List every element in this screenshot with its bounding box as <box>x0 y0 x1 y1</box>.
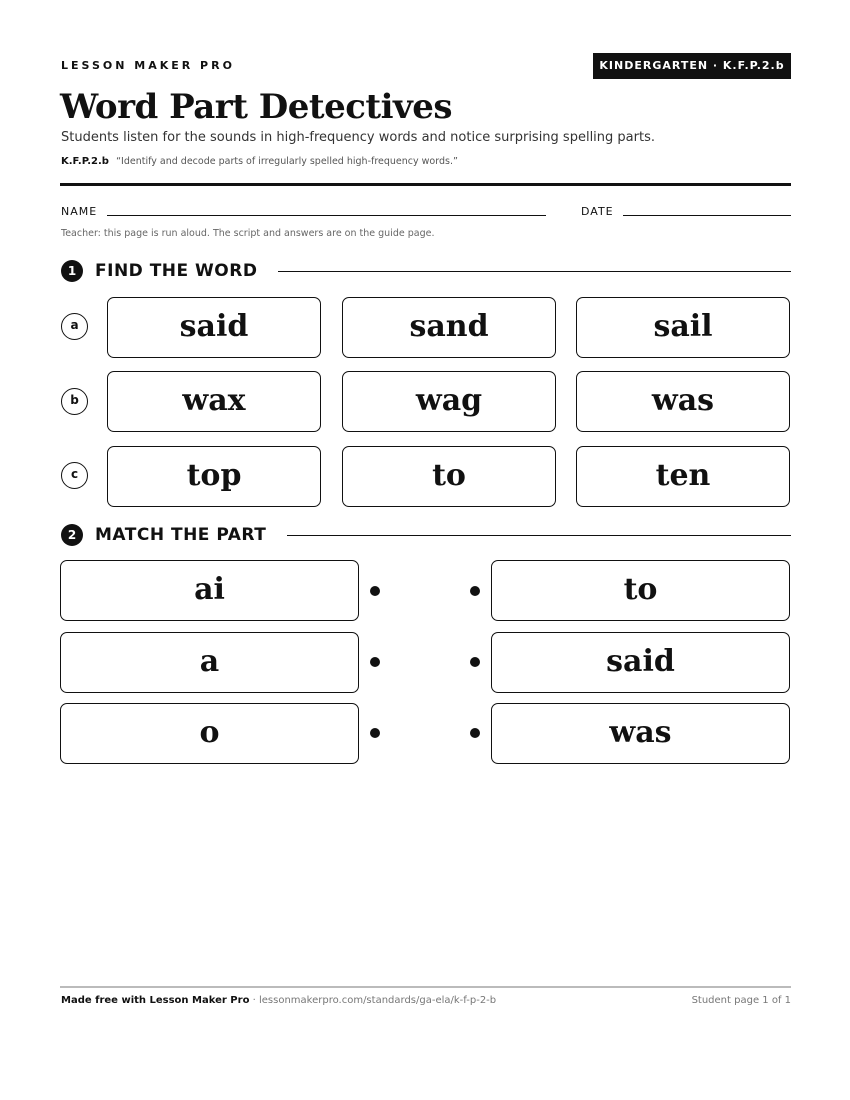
match-dot-left[interactable] <box>370 728 380 738</box>
match-dot-right[interactable] <box>470 728 480 738</box>
date-label: DATE <box>581 205 614 218</box>
word-option[interactable]: was <box>576 371 790 432</box>
page-title: Word Part Detectives <box>60 87 453 127</box>
word-option[interactable]: to <box>342 446 556 507</box>
brand-name: LESSON MAKER PRO <box>61 59 235 72</box>
section-title: MATCH THE PART <box>95 525 278 545</box>
match-right-word[interactable]: was <box>491 703 790 764</box>
footer-made-with: Made free with Lesson Maker Pro <box>61 995 250 1006</box>
page-subtitle: Students listen for the sounds in high-frequency words and notice surprising spelling parts. <box>61 130 655 145</box>
row-letter-c: c <box>61 462 88 489</box>
footer-page-number: Student page 1 of 1 <box>691 995 791 1006</box>
name-field[interactable] <box>107 215 546 216</box>
word-option[interactable]: wag <box>342 371 556 432</box>
header-divider <box>60 183 791 186</box>
match-dot-right[interactable] <box>470 586 480 596</box>
standard-description: “Identify and decode parts of irregularly spelled high-frequency words.” <box>116 156 458 167</box>
row-letter-b: b <box>61 388 88 415</box>
match-left-part[interactable]: a <box>60 632 359 693</box>
grade-standard-badge: KINDERGARTEN · K.F.P.2.b <box>593 53 791 79</box>
word-option[interactable]: ten <box>576 446 790 507</box>
footer-divider <box>60 986 791 988</box>
section-number: 2 <box>61 524 83 546</box>
section-title: FIND THE WORD <box>95 261 269 281</box>
standard-code: K.F.P.2.b <box>61 156 109 167</box>
row-letter-a: a <box>61 313 88 340</box>
word-option[interactable]: sail <box>576 297 790 358</box>
section-number: 1 <box>61 260 83 282</box>
footer-credit <box>61 995 496 1006</box>
name-label: NAME <box>61 205 98 218</box>
match-right-word[interactable]: to <box>491 560 790 621</box>
word-option[interactable]: sand <box>342 297 556 358</box>
match-left-part[interactable]: ai <box>60 560 359 621</box>
match-right-word[interactable]: said <box>491 632 790 693</box>
date-field[interactable] <box>623 215 791 216</box>
word-option[interactable]: top <box>107 446 321 507</box>
match-dot-right[interactable] <box>470 657 480 667</box>
footer-url[interactable]: · lessonmakerpro.com/standards/ga-ela/k-f-p-2-b <box>249 995 497 1006</box>
section-rule <box>278 271 791 272</box>
match-dot-left[interactable] <box>370 657 380 667</box>
section-match-the-part-header <box>61 524 791 548</box>
standard-line <box>61 156 458 167</box>
match-left-part[interactable]: o <box>60 703 359 764</box>
word-option[interactable]: said <box>107 297 321 358</box>
section-find-the-word-header <box>61 260 791 284</box>
match-dot-left[interactable] <box>370 586 380 596</box>
word-option[interactable]: wax <box>107 371 321 432</box>
teacher-note: Teacher: this page is run aloud. The script and answers are on the guide page. <box>61 228 435 239</box>
section-rule <box>287 535 791 536</box>
